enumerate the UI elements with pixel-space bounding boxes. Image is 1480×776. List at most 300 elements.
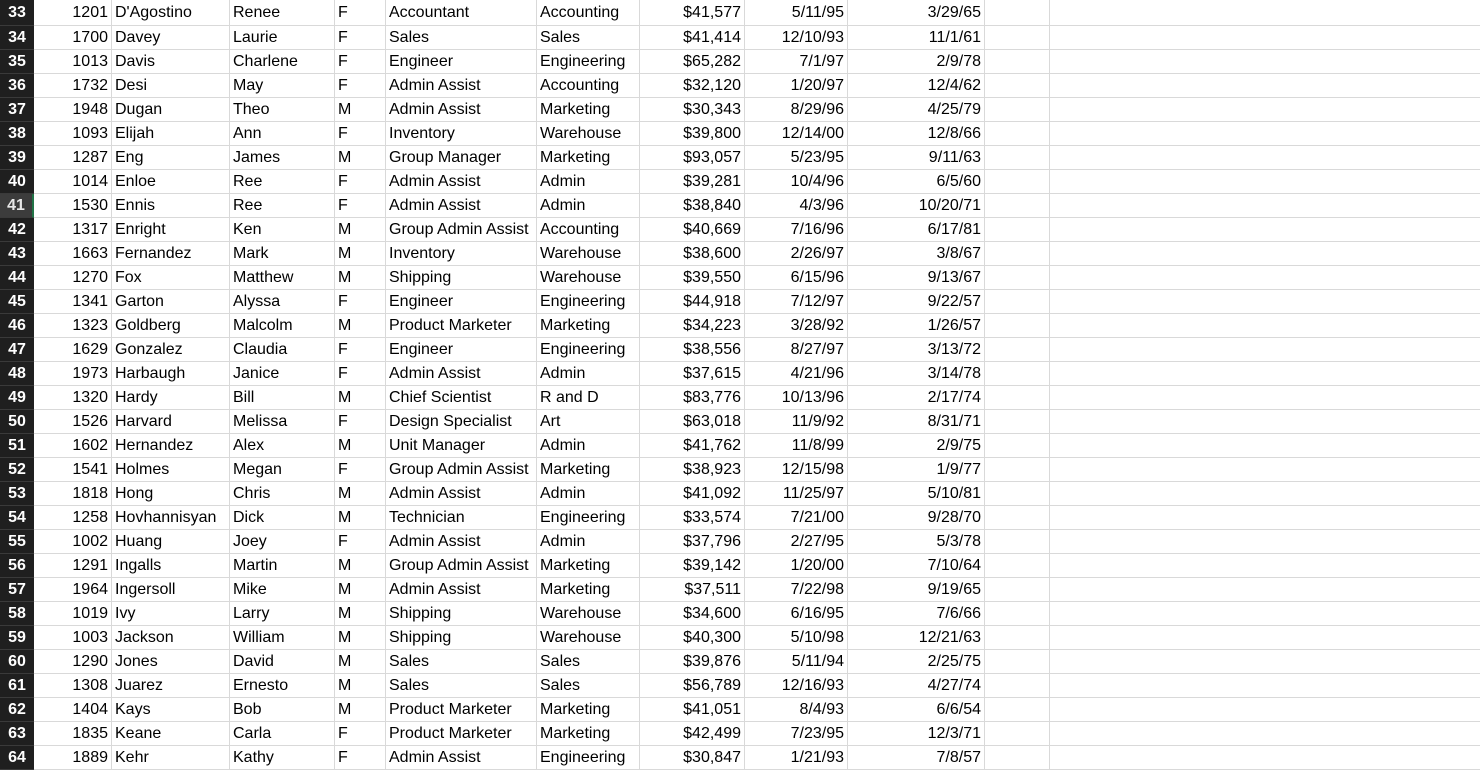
cell-last-name[interactable]: Keane — [112, 722, 230, 746]
cell-gender[interactable]: F — [335, 458, 386, 482]
cell-department[interactable]: Marketing — [537, 458, 640, 482]
cell-department[interactable]: Marketing — [537, 698, 640, 722]
cell-salary[interactable]: $39,142 — [640, 554, 745, 578]
cell-salary[interactable]: $38,600 — [640, 242, 745, 266]
cell-empty[interactable] — [985, 746, 1050, 770]
cell-gender[interactable]: F — [335, 74, 386, 98]
cell-first-name[interactable]: Mark — [230, 242, 335, 266]
cell-last-name[interactable]: Eng — [112, 146, 230, 170]
row-header[interactable]: 37 — [0, 98, 34, 122]
cell-job-title[interactable]: Engineer — [386, 50, 537, 74]
cell-first-name[interactable]: Ann — [230, 122, 335, 146]
cell-salary[interactable]: $40,669 — [640, 218, 745, 242]
cell-first-name[interactable]: Ernesto — [230, 674, 335, 698]
cell-hire-date[interactable]: 7/16/96 — [745, 218, 848, 242]
cell-birth-date[interactable]: 12/4/62 — [848, 74, 985, 98]
cell-gender[interactable]: F — [335, 410, 386, 434]
cell-empty[interactable] — [1050, 530, 1480, 554]
cell-birth-date[interactable]: 7/6/66 — [848, 602, 985, 626]
cell-hire-date[interactable]: 11/9/92 — [745, 410, 848, 434]
cell-department[interactable]: Marketing — [537, 722, 640, 746]
cell-empty[interactable] — [1050, 578, 1480, 602]
cell-job-title[interactable]: Inventory — [386, 122, 537, 146]
cell-department[interactable]: Warehouse — [537, 242, 640, 266]
cell-empty[interactable] — [1050, 122, 1480, 146]
cell-salary[interactable]: $37,615 — [640, 362, 745, 386]
cell-salary[interactable]: $41,051 — [640, 698, 745, 722]
cell-hire-date[interactable]: 7/12/97 — [745, 290, 848, 314]
cell-job-title[interactable]: Admin Assist — [386, 74, 537, 98]
cell-empty[interactable] — [985, 578, 1050, 602]
cell-employee-id[interactable]: 1530 — [34, 194, 112, 218]
cell-job-title[interactable]: Group Admin Assist — [386, 554, 537, 578]
cell-salary[interactable]: $63,018 — [640, 410, 745, 434]
cell-job-title[interactable]: Chief Scientist — [386, 386, 537, 410]
cell-empty[interactable] — [1050, 266, 1480, 290]
cell-employee-id[interactable]: 1818 — [34, 482, 112, 506]
cell-birth-date[interactable]: 3/14/78 — [848, 362, 985, 386]
cell-job-title[interactable]: Engineer — [386, 338, 537, 362]
cell-first-name[interactable]: Kathy — [230, 746, 335, 770]
cell-empty[interactable] — [1050, 434, 1480, 458]
cell-last-name[interactable]: D'Agostino — [112, 0, 230, 26]
cell-department[interactable]: Art — [537, 410, 640, 434]
cell-empty[interactable] — [985, 0, 1050, 26]
cell-empty[interactable] — [985, 50, 1050, 74]
cell-department[interactable]: Warehouse — [537, 122, 640, 146]
cell-hire-date[interactable]: 12/10/93 — [745, 26, 848, 50]
row-header[interactable]: 51 — [0, 434, 34, 458]
cell-first-name[interactable]: Renee — [230, 0, 335, 26]
cell-gender[interactable]: F — [335, 170, 386, 194]
row-header[interactable]: 39 — [0, 146, 34, 170]
cell-gender[interactable]: M — [335, 674, 386, 698]
cell-department[interactable]: Admin — [537, 482, 640, 506]
cell-empty[interactable] — [985, 530, 1050, 554]
cell-job-title[interactable]: Group Manager — [386, 146, 537, 170]
cell-job-title[interactable]: Admin Assist — [386, 170, 537, 194]
cell-empty[interactable] — [985, 170, 1050, 194]
cell-hire-date[interactable]: 11/25/97 — [745, 482, 848, 506]
cell-last-name[interactable]: Huang — [112, 530, 230, 554]
cell-empty[interactable] — [985, 218, 1050, 242]
cell-salary[interactable]: $39,550 — [640, 266, 745, 290]
cell-gender[interactable]: M — [335, 482, 386, 506]
cell-empty[interactable] — [985, 122, 1050, 146]
cell-empty[interactable] — [1050, 626, 1480, 650]
cell-job-title[interactable]: Admin Assist — [386, 482, 537, 506]
cell-birth-date[interactable]: 6/5/60 — [848, 170, 985, 194]
row-header[interactable]: 53 — [0, 482, 34, 506]
cell-gender[interactable]: M — [335, 554, 386, 578]
cell-empty[interactable] — [985, 266, 1050, 290]
cell-birth-date[interactable]: 12/8/66 — [848, 122, 985, 146]
cell-hire-date[interactable]: 10/13/96 — [745, 386, 848, 410]
row-header[interactable]: 54 — [0, 506, 34, 530]
cell-birth-date[interactable]: 9/28/70 — [848, 506, 985, 530]
cell-job-title[interactable]: Shipping — [386, 626, 537, 650]
cell-salary[interactable]: $32,120 — [640, 74, 745, 98]
cell-employee-id[interactable]: 1308 — [34, 674, 112, 698]
cell-empty[interactable] — [985, 674, 1050, 698]
cell-empty[interactable] — [985, 98, 1050, 122]
cell-hire-date[interactable]: 1/20/97 — [745, 74, 848, 98]
cell-department[interactable]: Engineering — [537, 338, 640, 362]
cell-last-name[interactable]: Ennis — [112, 194, 230, 218]
cell-first-name[interactable]: Theo — [230, 98, 335, 122]
cell-hire-date[interactable]: 1/20/00 — [745, 554, 848, 578]
cell-department[interactable]: Warehouse — [537, 602, 640, 626]
cell-employee-id[interactable]: 1948 — [34, 98, 112, 122]
cell-department[interactable]: Admin — [537, 170, 640, 194]
row-header[interactable]: 64 — [0, 746, 34, 770]
cell-birth-date[interactable]: 1/26/57 — [848, 314, 985, 338]
cell-salary[interactable]: $39,800 — [640, 122, 745, 146]
row-header[interactable]: 49 — [0, 386, 34, 410]
cell-birth-date[interactable]: 9/22/57 — [848, 290, 985, 314]
cell-employee-id[interactable]: 1320 — [34, 386, 112, 410]
cell-department[interactable]: Engineering — [537, 290, 640, 314]
row-header[interactable]: 61 — [0, 674, 34, 698]
cell-empty[interactable] — [985, 290, 1050, 314]
cell-job-title[interactable]: Shipping — [386, 602, 537, 626]
cell-empty[interactable] — [1050, 338, 1480, 362]
cell-empty[interactable] — [1050, 722, 1480, 746]
cell-job-title[interactable]: Admin Assist — [386, 578, 537, 602]
row-header[interactable]: 52 — [0, 458, 34, 482]
cell-birth-date[interactable]: 1/9/77 — [848, 458, 985, 482]
cell-empty[interactable] — [985, 626, 1050, 650]
row-header[interactable]: 48 — [0, 362, 34, 386]
cell-department[interactable]: Sales — [537, 674, 640, 698]
cell-birth-date[interactable]: 6/6/54 — [848, 698, 985, 722]
cell-gender[interactable]: M — [335, 218, 386, 242]
cell-empty[interactable] — [985, 386, 1050, 410]
cell-empty[interactable] — [1050, 506, 1480, 530]
cell-last-name[interactable]: Juarez — [112, 674, 230, 698]
cell-empty[interactable] — [985, 242, 1050, 266]
cell-last-name[interactable]: Hardy — [112, 386, 230, 410]
cell-last-name[interactable]: Davis — [112, 50, 230, 74]
cell-job-title[interactable]: Product Marketer — [386, 698, 537, 722]
cell-gender[interactable]: M — [335, 266, 386, 290]
row-header[interactable]: 42 — [0, 218, 34, 242]
cell-hire-date[interactable]: 6/16/95 — [745, 602, 848, 626]
row-header[interactable]: 40 — [0, 170, 34, 194]
cell-gender[interactable]: M — [335, 650, 386, 674]
cell-empty[interactable] — [1050, 242, 1480, 266]
cell-job-title[interactable]: Group Admin Assist — [386, 458, 537, 482]
cell-empty[interactable] — [985, 722, 1050, 746]
cell-department[interactable]: Marketing — [537, 146, 640, 170]
cell-last-name[interactable]: Jackson — [112, 626, 230, 650]
cell-empty[interactable] — [1050, 482, 1480, 506]
cell-empty[interactable] — [985, 146, 1050, 170]
cell-employee-id[interactable]: 1526 — [34, 410, 112, 434]
cell-empty[interactable] — [1050, 674, 1480, 698]
cell-employee-id[interactable]: 1258 — [34, 506, 112, 530]
cell-employee-id[interactable]: 1964 — [34, 578, 112, 602]
cell-employee-id[interactable]: 1093 — [34, 122, 112, 146]
cell-first-name[interactable]: Alex — [230, 434, 335, 458]
cell-hire-date[interactable]: 5/23/95 — [745, 146, 848, 170]
cell-birth-date[interactable]: 9/13/67 — [848, 266, 985, 290]
cell-birth-date[interactable]: 2/9/75 — [848, 434, 985, 458]
cell-department[interactable]: Accounting — [537, 0, 640, 26]
cell-gender[interactable]: F — [335, 290, 386, 314]
cell-last-name[interactable]: Enloe — [112, 170, 230, 194]
cell-hire-date[interactable]: 7/1/97 — [745, 50, 848, 74]
cell-birth-date[interactable]: 3/8/67 — [848, 242, 985, 266]
cell-hire-date[interactable]: 8/4/93 — [745, 698, 848, 722]
row-header[interactable]: 34 — [0, 26, 34, 50]
cell-employee-id[interactable]: 1019 — [34, 602, 112, 626]
cell-first-name[interactable]: William — [230, 626, 335, 650]
cell-salary[interactable]: $83,776 — [640, 386, 745, 410]
cell-empty[interactable] — [1050, 50, 1480, 74]
cell-salary[interactable]: $65,282 — [640, 50, 745, 74]
cell-birth-date[interactable]: 5/10/81 — [848, 482, 985, 506]
cell-salary[interactable]: $37,511 — [640, 578, 745, 602]
cell-hire-date[interactable]: 5/10/98 — [745, 626, 848, 650]
cell-employee-id[interactable]: 1973 — [34, 362, 112, 386]
cell-hire-date[interactable]: 7/23/95 — [745, 722, 848, 746]
cell-employee-id[interactable]: 1291 — [34, 554, 112, 578]
cell-salary[interactable]: $44,918 — [640, 290, 745, 314]
cell-salary[interactable]: $39,876 — [640, 650, 745, 674]
cell-salary[interactable]: $38,556 — [640, 338, 745, 362]
cell-hire-date[interactable]: 7/22/98 — [745, 578, 848, 602]
cell-gender[interactable]: F — [335, 50, 386, 74]
cell-department[interactable]: Warehouse — [537, 266, 640, 290]
cell-last-name[interactable]: Holmes — [112, 458, 230, 482]
cell-hire-date[interactable]: 8/27/97 — [745, 338, 848, 362]
row-header[interactable]: 57 — [0, 578, 34, 602]
cell-last-name[interactable]: Garton — [112, 290, 230, 314]
cell-department[interactable]: Engineering — [537, 746, 640, 770]
cell-first-name[interactable]: Bob — [230, 698, 335, 722]
cell-hire-date[interactable]: 10/4/96 — [745, 170, 848, 194]
cell-job-title[interactable]: Product Marketer — [386, 314, 537, 338]
row-header[interactable]: 62 — [0, 698, 34, 722]
cell-salary[interactable]: $34,223 — [640, 314, 745, 338]
row-header[interactable]: 46 — [0, 314, 34, 338]
cell-empty[interactable] — [985, 434, 1050, 458]
cell-employee-id[interactable]: 1013 — [34, 50, 112, 74]
cell-last-name[interactable]: Ingersoll — [112, 578, 230, 602]
row-header[interactable]: 47 — [0, 338, 34, 362]
cell-employee-id[interactable]: 1629 — [34, 338, 112, 362]
cell-department[interactable]: Admin — [537, 362, 640, 386]
cell-job-title[interactable]: Technician — [386, 506, 537, 530]
cell-last-name[interactable]: Harvard — [112, 410, 230, 434]
cell-empty[interactable] — [985, 194, 1050, 218]
cell-department[interactable]: Admin — [537, 194, 640, 218]
cell-salary[interactable]: $56,789 — [640, 674, 745, 698]
row-header[interactable]: 44 — [0, 266, 34, 290]
row-header[interactable]: 63 — [0, 722, 34, 746]
cell-first-name[interactable]: Malcolm — [230, 314, 335, 338]
cell-gender[interactable]: F — [335, 194, 386, 218]
cell-birth-date[interactable]: 3/29/65 — [848, 0, 985, 26]
row-header[interactable]: 60 — [0, 650, 34, 674]
cell-empty[interactable] — [1050, 554, 1480, 578]
cell-empty[interactable] — [985, 338, 1050, 362]
cell-last-name[interactable]: Goldberg — [112, 314, 230, 338]
cell-first-name[interactable]: Ree — [230, 170, 335, 194]
cell-job-title[interactable]: Group Admin Assist — [386, 218, 537, 242]
cell-gender[interactable]: F — [335, 746, 386, 770]
cell-gender[interactable]: F — [335, 0, 386, 26]
cell-job-title[interactable]: Accountant — [386, 0, 537, 26]
cell-empty[interactable] — [985, 650, 1050, 674]
cell-department[interactable]: Marketing — [537, 554, 640, 578]
cell-hire-date[interactable]: 2/26/97 — [745, 242, 848, 266]
cell-job-title[interactable]: Admin Assist — [386, 98, 537, 122]
cell-empty[interactable] — [1050, 386, 1480, 410]
cell-first-name[interactable]: Charlene — [230, 50, 335, 74]
cell-first-name[interactable]: Claudia — [230, 338, 335, 362]
cell-salary[interactable]: $41,414 — [640, 26, 745, 50]
cell-first-name[interactable]: Bill — [230, 386, 335, 410]
cell-department[interactable]: Marketing — [537, 98, 640, 122]
cell-job-title[interactable]: Product Marketer — [386, 722, 537, 746]
cell-job-title[interactable]: Inventory — [386, 242, 537, 266]
cell-first-name[interactable]: Chris — [230, 482, 335, 506]
cell-empty[interactable] — [985, 602, 1050, 626]
cell-last-name[interactable]: Kays — [112, 698, 230, 722]
cell-first-name[interactable]: Melissa — [230, 410, 335, 434]
cell-gender[interactable]: F — [335, 722, 386, 746]
cell-employee-id[interactable]: 1404 — [34, 698, 112, 722]
cell-last-name[interactable]: Harbaugh — [112, 362, 230, 386]
cell-hire-date[interactable]: 4/21/96 — [745, 362, 848, 386]
row-header[interactable]: 35 — [0, 50, 34, 74]
cell-employee-id[interactable]: 1602 — [34, 434, 112, 458]
cell-empty[interactable] — [985, 74, 1050, 98]
cell-hire-date[interactable]: 12/15/98 — [745, 458, 848, 482]
row-header[interactable]: 38 — [0, 122, 34, 146]
cell-salary[interactable]: $34,600 — [640, 602, 745, 626]
cell-gender[interactable]: F — [335, 530, 386, 554]
cell-birth-date[interactable]: 2/17/74 — [848, 386, 985, 410]
cell-first-name[interactable]: Alyssa — [230, 290, 335, 314]
cell-job-title[interactable]: Unit Manager — [386, 434, 537, 458]
cell-employee-id[interactable]: 1270 — [34, 266, 112, 290]
cell-empty[interactable] — [1050, 314, 1480, 338]
cell-hire-date[interactable]: 12/16/93 — [745, 674, 848, 698]
cell-department[interactable]: Engineering — [537, 50, 640, 74]
cell-gender[interactable]: M — [335, 626, 386, 650]
cell-salary[interactable]: $39,281 — [640, 170, 745, 194]
cell-birth-date[interactable]: 9/19/65 — [848, 578, 985, 602]
cell-department[interactable]: R and D — [537, 386, 640, 410]
cell-last-name[interactable]: Fernandez — [112, 242, 230, 266]
cell-empty[interactable] — [1050, 0, 1480, 26]
cell-hire-date[interactable]: 2/27/95 — [745, 530, 848, 554]
cell-department[interactable]: Warehouse — [537, 626, 640, 650]
cell-hire-date[interactable]: 3/28/92 — [745, 314, 848, 338]
cell-employee-id[interactable]: 1835 — [34, 722, 112, 746]
cell-job-title[interactable]: Shipping — [386, 266, 537, 290]
cell-salary[interactable]: $37,796 — [640, 530, 745, 554]
cell-birth-date[interactable]: 10/20/71 — [848, 194, 985, 218]
cell-employee-id[interactable]: 1014 — [34, 170, 112, 194]
cell-empty[interactable] — [1050, 746, 1480, 770]
cell-empty[interactable] — [1050, 170, 1480, 194]
cell-last-name[interactable]: Ingalls — [112, 554, 230, 578]
row-header[interactable]: 55 — [0, 530, 34, 554]
cell-last-name[interactable]: Fox — [112, 266, 230, 290]
cell-birth-date[interactable]: 7/10/64 — [848, 554, 985, 578]
cell-job-title[interactable]: Design Specialist — [386, 410, 537, 434]
cell-first-name[interactable]: Joey — [230, 530, 335, 554]
cell-empty[interactable] — [1050, 194, 1480, 218]
cell-department[interactable]: Sales — [537, 26, 640, 50]
cell-salary[interactable]: $38,923 — [640, 458, 745, 482]
cell-hire-date[interactable]: 8/29/96 — [745, 98, 848, 122]
cell-birth-date[interactable]: 11/1/61 — [848, 26, 985, 50]
cell-empty[interactable] — [985, 410, 1050, 434]
cell-department[interactable]: Admin — [537, 530, 640, 554]
cell-department[interactable]: Admin — [537, 434, 640, 458]
cell-gender[interactable]: F — [335, 122, 386, 146]
cell-employee-id[interactable]: 1323 — [34, 314, 112, 338]
cell-department[interactable]: Marketing — [537, 578, 640, 602]
cell-job-title[interactable]: Admin Assist — [386, 362, 537, 386]
cell-employee-id[interactable]: 1541 — [34, 458, 112, 482]
cell-hire-date[interactable]: 4/3/96 — [745, 194, 848, 218]
cell-last-name[interactable]: Davey — [112, 26, 230, 50]
cell-salary[interactable]: $42,499 — [640, 722, 745, 746]
cell-last-name[interactable]: Jones — [112, 650, 230, 674]
row-header[interactable]: 41 — [0, 194, 34, 218]
row-header[interactable]: 45 — [0, 290, 34, 314]
cell-first-name[interactable]: Ree — [230, 194, 335, 218]
cell-job-title[interactable]: Sales — [386, 26, 537, 50]
cell-gender[interactable]: M — [335, 434, 386, 458]
cell-employee-id[interactable]: 1732 — [34, 74, 112, 98]
cell-salary[interactable]: $41,577 — [640, 0, 745, 26]
cell-last-name[interactable]: Gonzalez — [112, 338, 230, 362]
row-header[interactable]: 36 — [0, 74, 34, 98]
cell-salary[interactable]: $30,343 — [640, 98, 745, 122]
cell-hire-date[interactable]: 11/8/99 — [745, 434, 848, 458]
cell-first-name[interactable]: Laurie — [230, 26, 335, 50]
cell-gender[interactable]: M — [335, 698, 386, 722]
cell-birth-date[interactable]: 8/31/71 — [848, 410, 985, 434]
cell-birth-date[interactable]: 5/3/78 — [848, 530, 985, 554]
cell-birth-date[interactable]: 2/25/75 — [848, 650, 985, 674]
row-header[interactable]: 43 — [0, 242, 34, 266]
cell-empty[interactable] — [1050, 290, 1480, 314]
cell-birth-date[interactable]: 12/3/71 — [848, 722, 985, 746]
cell-empty[interactable] — [1050, 146, 1480, 170]
cell-employee-id[interactable]: 1290 — [34, 650, 112, 674]
cell-last-name[interactable]: Hovhannisyan — [112, 506, 230, 530]
cell-employee-id[interactable]: 1002 — [34, 530, 112, 554]
cell-empty[interactable] — [1050, 698, 1480, 722]
cell-gender[interactable]: M — [335, 578, 386, 602]
cell-empty[interactable] — [1050, 650, 1480, 674]
cell-empty[interactable] — [985, 314, 1050, 338]
cell-hire-date[interactable]: 5/11/95 — [745, 0, 848, 26]
cell-birth-date[interactable]: 2/9/78 — [848, 50, 985, 74]
cell-empty[interactable] — [1050, 98, 1480, 122]
cell-hire-date[interactable]: 7/21/00 — [745, 506, 848, 530]
cell-salary[interactable]: $30,847 — [640, 746, 745, 770]
cell-first-name[interactable]: Mike — [230, 578, 335, 602]
